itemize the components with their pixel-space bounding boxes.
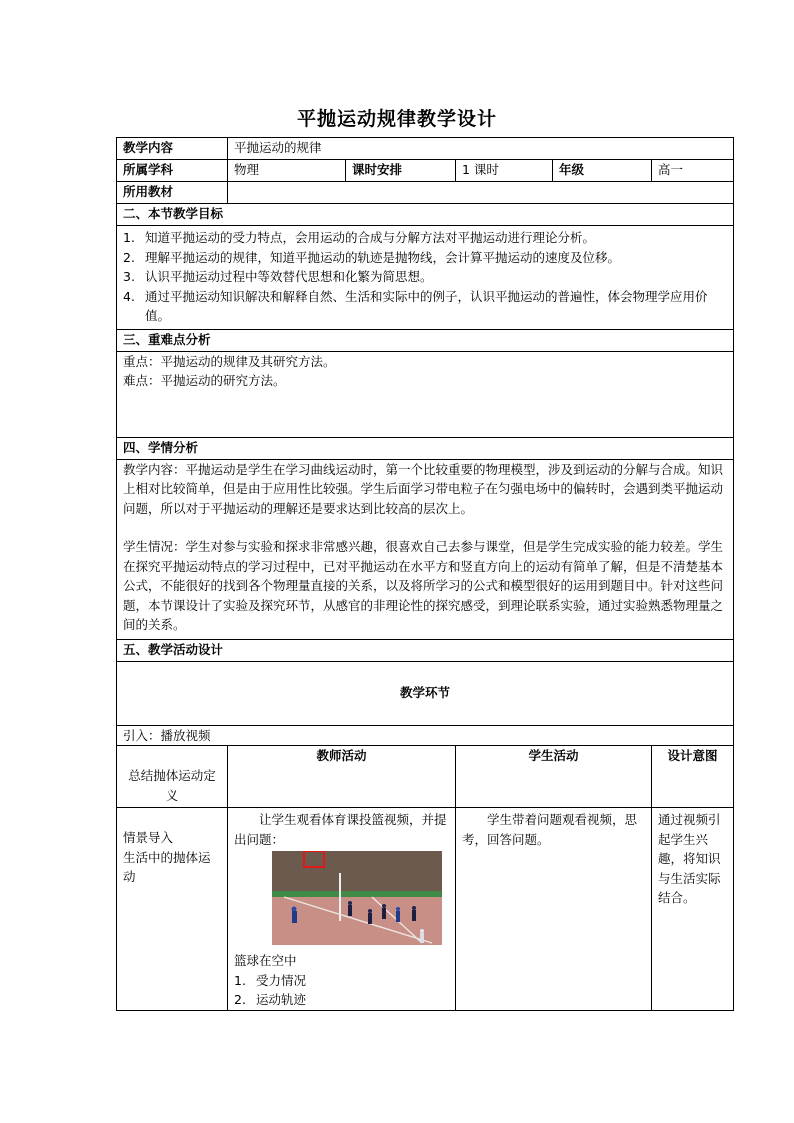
row-content: [117, 138, 734, 160]
teacher-questions: [234, 971, 449, 1010]
textbook-label: 所用教材: [117, 182, 228, 204]
analysis-heading: 四、学情分析: [117, 437, 734, 459]
hours-value: 1 课时: [456, 160, 553, 182]
col-teacher-header: 教师活动: [228, 746, 456, 808]
subject-label: 所属学科: [117, 160, 228, 182]
intent-cell: 通过视频引起学生兴趣，将知识与生活实际结合。: [652, 808, 734, 1011]
spacer: [123, 518, 727, 537]
goal-item: 4. 通过平抛运动知识解决和解释自然、生活和实际中的例子，认识平抛运动的普遍性，体会物理学应用价值。: [123, 288, 708, 323]
row-textbook: [117, 182, 734, 204]
goal-item: 3. 认识平抛运动过程中等效替代思想和化繁为简思想。: [123, 269, 433, 284]
lesson-plan-table: [116, 137, 734, 1011]
goal-item: 2. 理解平抛运动的规律，知道平抛运动的轨迹是抛物线，会计算平抛运动的速度及位移。: [123, 249, 621, 265]
goals-list: [123, 228, 727, 326]
analysis-students: 学生情况：学生对参与实验和探求非常感兴趣，很喜欢自己去参与课堂，但是学生完成实验的能力较差。学生在探究平抛运动特点的学习过程中，已对平抛运动在水平方和竖直方向上的运动有简单了解，但是不清楚基本公式，不能很好的找到各个物理量直接的关系，以及将所学习的公式和模型很好的运用到题目中。针对这些问题，本节课设计了实验及探究环节，从感官的非理论性的探究感受，到理论联系实验，通过实验熟悉物理量之间的关系。: [123, 539, 724, 632]
question-item: 1. 受力情况: [234, 972, 307, 988]
key-point: 重点：平抛运动的规律及其研究方法。: [123, 353, 336, 369]
col-student-header: 学生活动: [456, 746, 652, 808]
content-value: 平抛运动的规律: [228, 138, 734, 160]
keypoints-cell: [117, 351, 734, 437]
analysis-cell: [117, 459, 734, 639]
keypoints-heading: 三、重难点分析: [117, 329, 734, 351]
hours-label: 课时安排: [346, 160, 456, 182]
content-label: 教学内容: [117, 138, 228, 160]
basketball-court-photo: [272, 851, 442, 945]
question-item: 2. 运动轨迹: [234, 992, 307, 1007]
col-stage-header: 总结抛体运动定义: [117, 746, 228, 808]
textbook-value: [228, 182, 734, 204]
row-subject: [117, 160, 734, 182]
page-title: 平抛运动规律教学设计: [296, 108, 497, 130]
stage-cell: 情景导入 生活中的抛体运动: [117, 808, 228, 1011]
difficult-point: 难点：平抛运动的研究方法。: [123, 373, 286, 388]
teacher-cell: [228, 808, 456, 1011]
grade-label: 年级: [553, 160, 652, 182]
grade-value: 高一: [652, 160, 734, 182]
analysis-content: 教学内容：平抛运动是学生在学习曲线运动时，第一个比较重要的物理模型，涉及到运动的分解与合成。知识上相对比较简单，但是由于应用性比较强。学生后面学习带电粒子在匀强电场中的偏转时，会遇到类平抛运动问题，所以对于平抛运动的理解还是要求达到比较高的层次上。: [123, 461, 724, 516]
teacher-activity-text: 让学生观看体育课投篮视频，并提出问题：: [234, 812, 447, 847]
student-cell: 学生带着问题观看视频，思考，回答问题。: [456, 808, 652, 1011]
goals-cell: [117, 226, 734, 330]
activity-heading: 五、教学活动设计: [117, 639, 734, 661]
goals-heading: 二、本节教学目标: [117, 204, 734, 226]
subject-value: 物理: [228, 160, 346, 182]
teacher-activity-subhead: 篮球在空中: [234, 953, 297, 968]
intro-row: 引入：播放视频: [117, 725, 734, 746]
col-intent-header: 设计意图: [652, 746, 734, 808]
activity-row: [117, 808, 734, 1011]
goal-item: 1. 知道平抛运动的受力特点，会用运动的合成与分解方法对平抛运动进行理论分析。: [123, 230, 596, 245]
segment-title: 教学环节: [117, 661, 734, 725]
